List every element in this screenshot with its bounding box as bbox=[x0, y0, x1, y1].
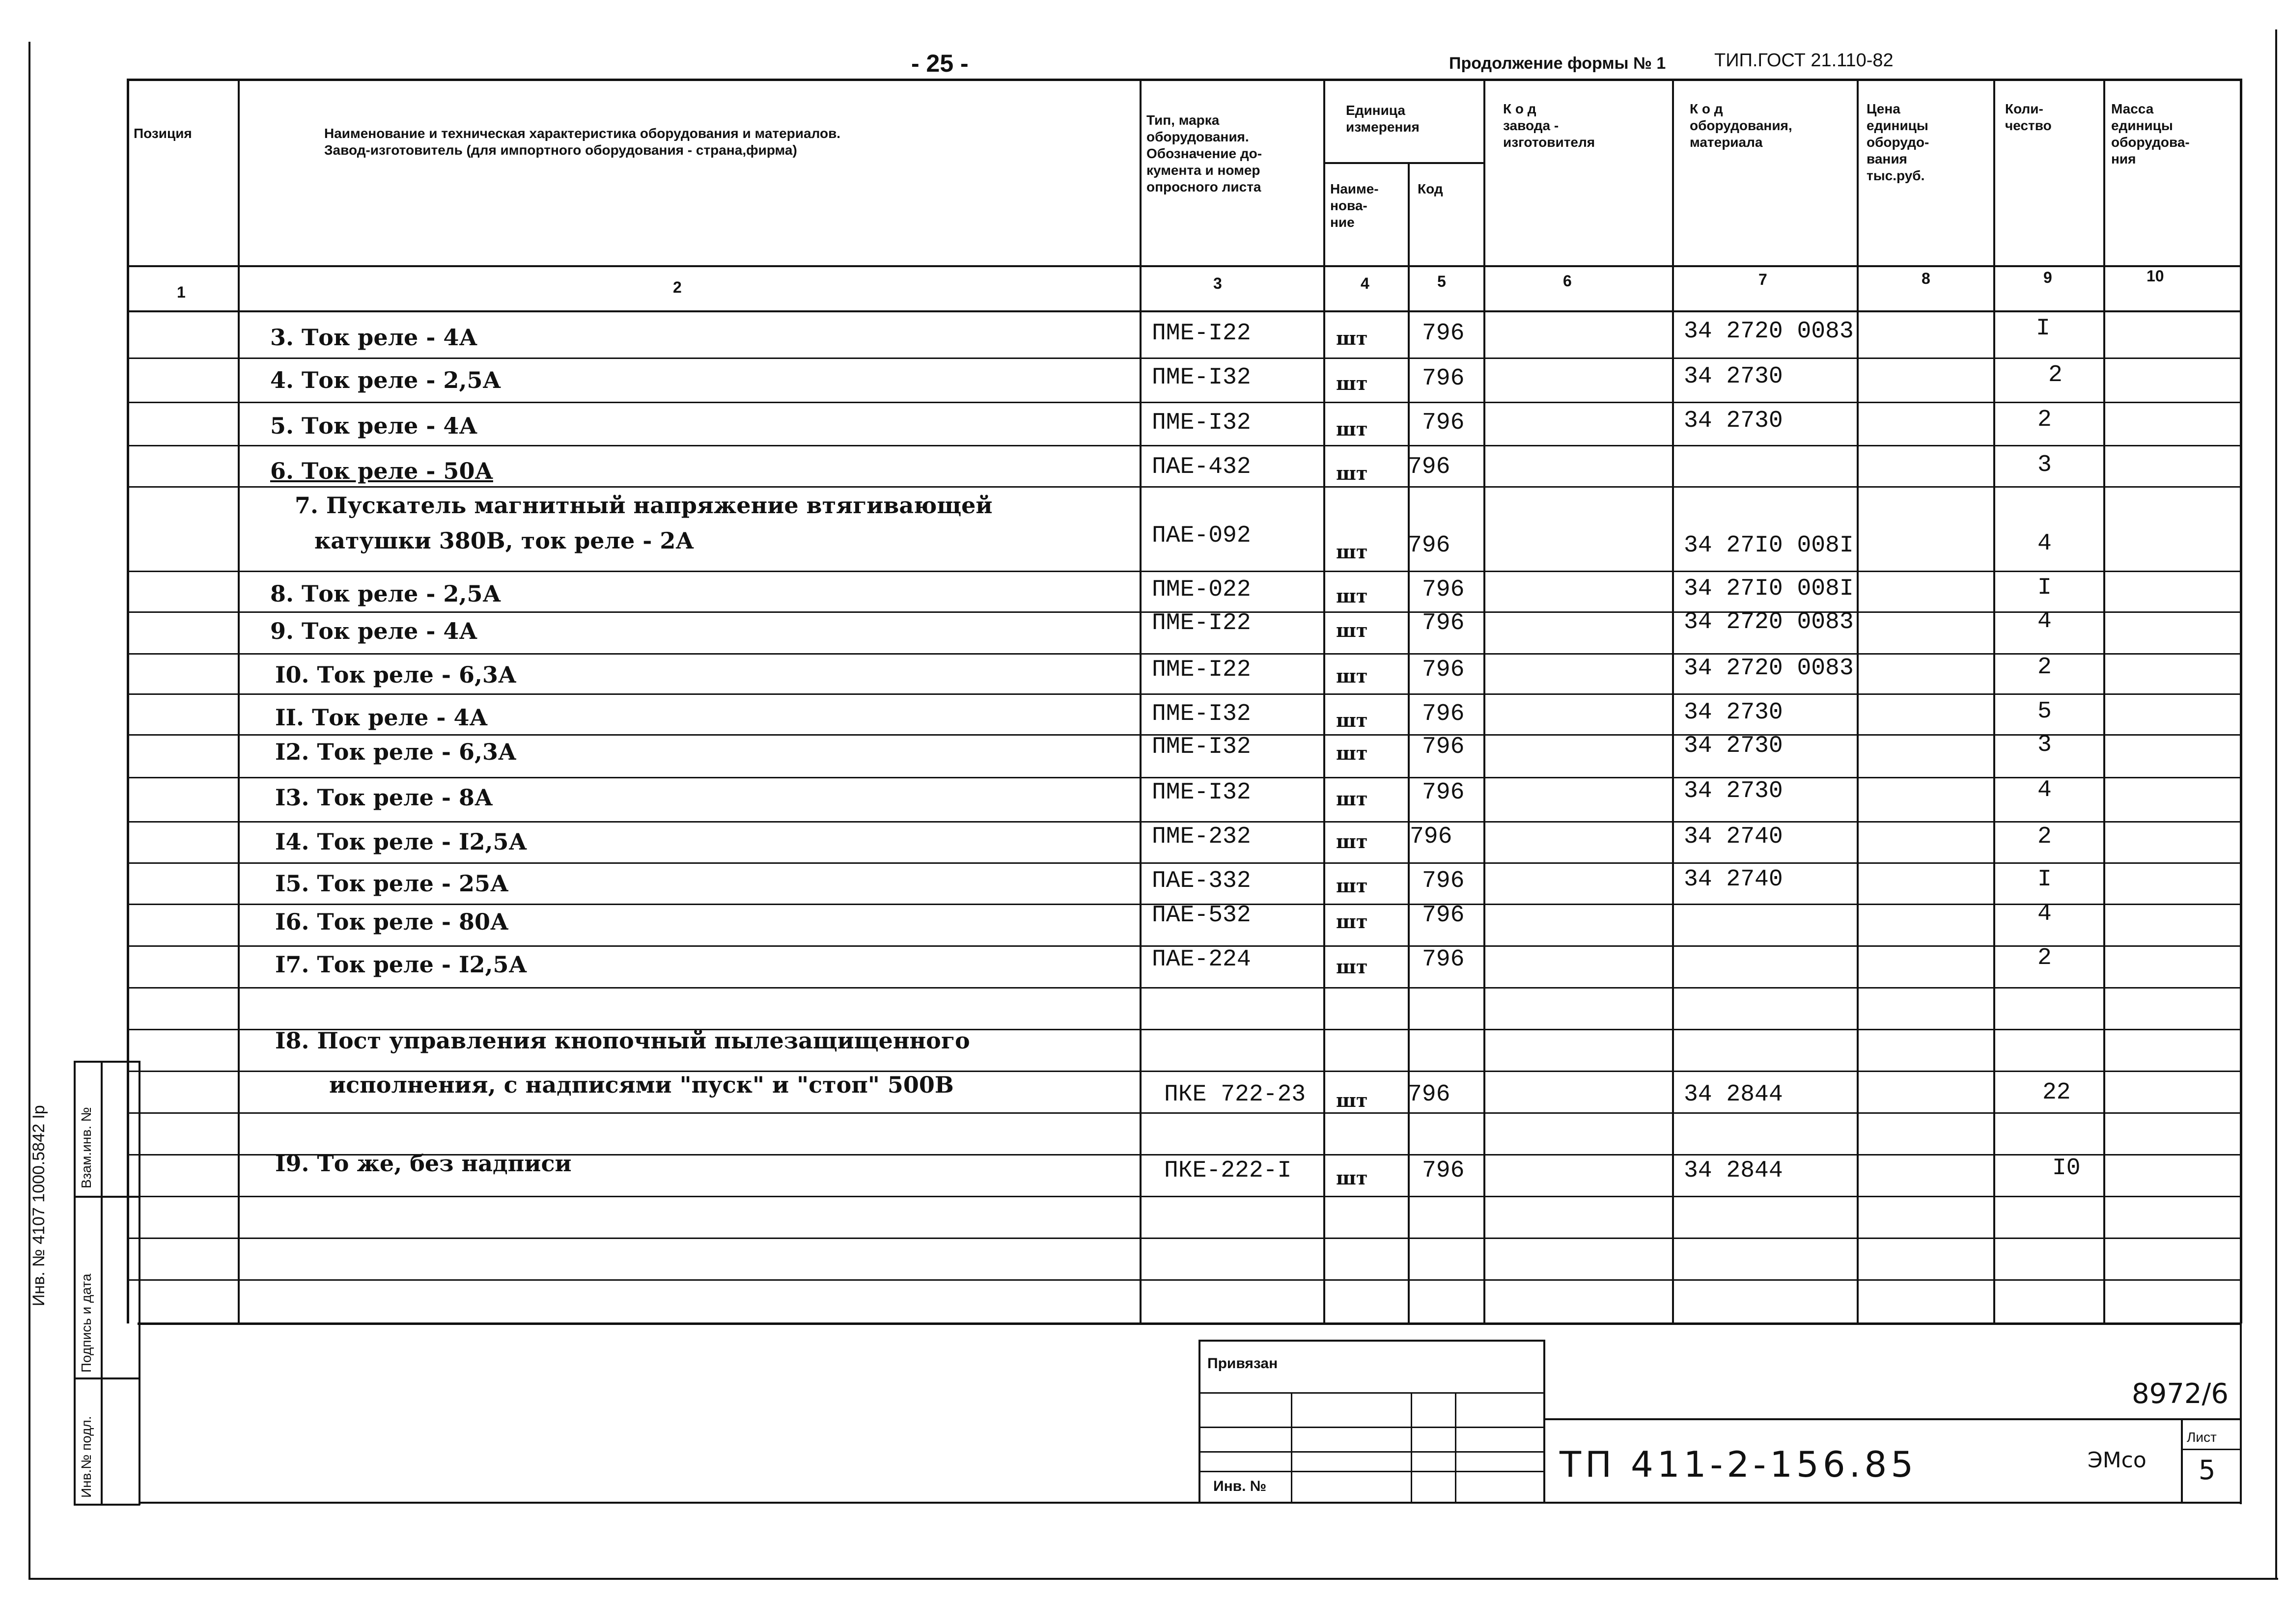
row-unit: шт bbox=[1336, 788, 1368, 810]
row-quantity: I bbox=[2036, 315, 2050, 342]
row-unit-code: 796 bbox=[1408, 454, 1450, 480]
colnum-7: 7 bbox=[1758, 271, 1767, 288]
row-line bbox=[127, 653, 2242, 655]
doc-number: 8972/6 bbox=[2132, 1378, 2229, 1410]
row-line bbox=[127, 1238, 2242, 1239]
row-type: ПАЕ-432 bbox=[1152, 454, 1251, 480]
colnum-4: 4 bbox=[1361, 275, 1369, 292]
header-plant-code: К о д завода - изготовителя bbox=[1503, 101, 1595, 150]
row-type: ПАЕ-092 bbox=[1152, 523, 1251, 549]
row-equipment-code: 34 2730 bbox=[1684, 699, 1783, 726]
row-quantity: 2 bbox=[2037, 654, 2052, 681]
row-unit-code: 796 bbox=[1422, 320, 1465, 347]
side-stamp-sep bbox=[74, 1377, 140, 1379]
row-type: ПАЕ-332 bbox=[1152, 868, 1251, 894]
colnum-5: 5 bbox=[1437, 273, 1446, 290]
row-quantity: 2 bbox=[2037, 407, 2052, 433]
bound-box-row bbox=[1199, 1471, 1545, 1472]
row-quantity: 3 bbox=[2037, 732, 2052, 758]
header-mass: Масса единицы оборудова- ния bbox=[2111, 101, 2190, 166]
row-quantity: 4 bbox=[2037, 530, 2052, 557]
header-bottom-line bbox=[127, 265, 2242, 267]
left-frame-line bbox=[28, 42, 30, 1579]
row-unit: шт bbox=[1336, 619, 1368, 641]
row-line bbox=[127, 445, 2242, 446]
row-unit: шт bbox=[1336, 875, 1368, 897]
row-unit: шт bbox=[1336, 327, 1368, 349]
row-type: ПМЕ-I32 bbox=[1152, 734, 1251, 760]
row-name: I0. Ток реле - 6,3А bbox=[275, 661, 517, 688]
header-unit-code: Код bbox=[1418, 181, 1443, 196]
bound-box-col bbox=[1411, 1392, 1412, 1503]
row-line bbox=[127, 693, 2242, 695]
bound-box-col bbox=[1455, 1392, 1456, 1503]
row-line bbox=[127, 1279, 2242, 1281]
bound-box-top bbox=[1199, 1340, 1545, 1342]
row-type: ПКЕ-222-I bbox=[1164, 1157, 1292, 1184]
header-type: Тип, марка оборудования. Обозначение до- кумента и номер опросного листа bbox=[1146, 112, 1262, 194]
row-name: I5. Ток реле - 25А bbox=[275, 870, 509, 897]
inventory-number-handwritten: Инв. № 4107 1000.5842 Iр bbox=[29, 1105, 48, 1306]
stamp-label-original-inv: Инв.№ подл. bbox=[79, 1416, 94, 1498]
row-name: 8. Ток реле - 2,5А bbox=[270, 580, 501, 607]
bottom-frame-line bbox=[28, 1578, 2278, 1580]
row-equipment-code: 34 2740 bbox=[1684, 866, 1783, 893]
header-position: Позиция bbox=[134, 126, 192, 141]
side-stamp-bottom bbox=[74, 1504, 140, 1506]
project-number: ТП 411-2-156.85 bbox=[1560, 1444, 1918, 1485]
row-name: I9. То же, без надписи bbox=[275, 1150, 572, 1177]
row-name: I2. Ток реле - 6,3А bbox=[275, 739, 517, 765]
row-quantity: 22 bbox=[2042, 1079, 2071, 1106]
row-equipment-code: 34 2844 bbox=[1684, 1081, 1783, 1108]
row-equipment-code: 34 2730 bbox=[1684, 408, 1783, 434]
colnum-10: 10 bbox=[2147, 267, 2164, 285]
row-quantity: 4 bbox=[2037, 608, 2052, 634]
side-stamp-sep bbox=[74, 1196, 140, 1198]
row-unit: шт bbox=[1336, 910, 1368, 933]
column-number-line bbox=[127, 310, 2242, 312]
row-name: I7. Ток реле - I2,5А bbox=[275, 951, 527, 978]
col-sep-8 bbox=[1993, 79, 1995, 1323]
title-block-left bbox=[139, 1322, 140, 1504]
row-type: ПМЕ-I22 bbox=[1152, 610, 1251, 636]
row-quantity: 4 bbox=[2037, 777, 2052, 803]
bound-box-left bbox=[1199, 1340, 1200, 1503]
col-sep-9 bbox=[2103, 79, 2105, 1323]
col-sep-6 bbox=[1672, 79, 1674, 1323]
stamp-label-signature-date: Подпись и дата bbox=[79, 1273, 94, 1373]
row-unit-code: 796 bbox=[1422, 701, 1465, 727]
colnum-6: 6 bbox=[1563, 272, 1572, 290]
bound-box-row bbox=[1199, 1427, 1545, 1428]
row-name: I3. Ток реле - 8А bbox=[275, 784, 493, 811]
row-unit-code: 796 bbox=[1422, 734, 1465, 760]
row-name: исполнения, с надписями "пуск" и "стоп" 500В bbox=[329, 1072, 954, 1098]
row-name: II. Ток реле - 4А bbox=[275, 704, 488, 731]
row-quantity: 2 bbox=[2037, 824, 2052, 850]
row-quantity: 2 bbox=[2048, 362, 2063, 388]
colnum-8: 8 bbox=[1922, 270, 1930, 287]
row-unit-code: 796 bbox=[1422, 410, 1465, 436]
col-sep-5 bbox=[1483, 79, 1485, 1323]
row-unit: шт bbox=[1336, 418, 1368, 440]
row-equipment-code: 34 2730 bbox=[1684, 778, 1783, 804]
header-price: Цена единицы оборудо- вания тыс.руб. bbox=[1867, 101, 1929, 183]
col-sep-7 bbox=[1857, 79, 1859, 1323]
continuation-label: Продолжение формы № 1 bbox=[1449, 54, 1666, 73]
colnum-2: 2 bbox=[673, 278, 682, 296]
row-unit-code: 796 bbox=[1408, 532, 1450, 559]
row-line bbox=[127, 1196, 2242, 1197]
row-line bbox=[127, 862, 2242, 864]
row-type: ПМЕ-I32 bbox=[1152, 779, 1251, 806]
row-unit: шт bbox=[1336, 1167, 1368, 1189]
col-sep-2 bbox=[1140, 79, 1142, 1323]
sheet-label: Лист bbox=[2187, 1430, 2217, 1445]
row-line bbox=[127, 1112, 2242, 1114]
row-type: ПАЕ-224 bbox=[1152, 946, 1251, 973]
inventory-label: Инв. № bbox=[1213, 1478, 1267, 1494]
sheet-box-mid bbox=[2181, 1449, 2242, 1450]
row-unit-code: 796 bbox=[1422, 610, 1465, 636]
row-unit: шт bbox=[1336, 709, 1368, 731]
row-name: 9. Ток реле - 4А bbox=[270, 618, 477, 644]
row-unit: шт bbox=[1336, 541, 1368, 563]
bound-label: Привязан bbox=[1207, 1355, 1278, 1372]
row-name: 5. Ток реле - 4А bbox=[270, 413, 477, 439]
standard-label: ТИП.ГОСТ 21.110-82 bbox=[1714, 50, 1894, 71]
row-unit-code: 796 bbox=[1410, 824, 1452, 850]
title-block-bottom bbox=[139, 1502, 2242, 1504]
row-unit-code: 796 bbox=[1422, 779, 1465, 806]
row-unit: шт bbox=[1336, 665, 1368, 687]
page-number: - 25 - bbox=[911, 50, 969, 77]
bound-box-row bbox=[1199, 1392, 1545, 1394]
row-unit: шт bbox=[1336, 956, 1368, 978]
row-unit-code: 796 bbox=[1422, 902, 1465, 929]
row-equipment-code: 34 2730 bbox=[1684, 363, 1783, 390]
colnum-1: 1 bbox=[177, 283, 186, 301]
row-quantity: I bbox=[2037, 866, 2052, 893]
row-unit-code: 796 bbox=[1422, 946, 1465, 973]
row-type: ПМЕ-I32 bbox=[1152, 364, 1251, 391]
row-name: I6. Ток реле - 80А bbox=[275, 908, 509, 935]
row-name: I4. Ток реле - I2,5А bbox=[275, 828, 527, 855]
row-name: 7. Пускатель магнитный напряжение втягивающей bbox=[295, 492, 993, 519]
side-stamp-top bbox=[74, 1061, 140, 1063]
row-equipment-code: 34 2720 0083 bbox=[1684, 318, 1854, 345]
row-name: 6. Ток реле - 50А bbox=[270, 458, 493, 484]
row-unit-code: 796 bbox=[1422, 1157, 1465, 1184]
header-equipment-code: К о д оборудования, материала bbox=[1690, 101, 1792, 150]
row-equipment-code: 34 27I0 008I bbox=[1684, 532, 1854, 559]
row-name: 4. Ток реле - 2,5А bbox=[270, 367, 501, 393]
row-type: ПМЕ-232 bbox=[1152, 824, 1251, 850]
row-quantity: 5 bbox=[2037, 698, 2052, 725]
section-code: ЭМсо bbox=[2088, 1448, 2147, 1473]
bound-box-col bbox=[1291, 1392, 1292, 1503]
bound-box-right bbox=[1543, 1340, 1545, 1503]
row-quantity: 4 bbox=[2037, 901, 2052, 927]
side-stamp-mid bbox=[101, 1061, 103, 1505]
colnum-3: 3 bbox=[1213, 275, 1222, 292]
row-unit: шт bbox=[1336, 462, 1368, 484]
row-line bbox=[127, 402, 2242, 403]
row-unit: шт bbox=[1336, 585, 1368, 607]
row-equipment-code: 34 2730 bbox=[1684, 733, 1783, 759]
row-type: ПАЕ-532 bbox=[1152, 902, 1251, 929]
row-unit-code: 796 bbox=[1408, 1081, 1450, 1108]
row-quantity: 2 bbox=[2037, 945, 2052, 971]
row-unit: шт bbox=[1336, 372, 1368, 394]
col-sep-3 bbox=[1323, 79, 1325, 1323]
table-top-border bbox=[127, 79, 2242, 81]
row-unit-code: 796 bbox=[1422, 365, 1465, 392]
doc-title-top bbox=[1543, 1418, 2242, 1420]
row-unit: шт bbox=[1336, 830, 1368, 853]
row-type: ПМЕ-I32 bbox=[1152, 410, 1251, 436]
col-sep-4 bbox=[1408, 162, 1410, 1323]
bound-box-row bbox=[1199, 1451, 1545, 1453]
colnum-9: 9 bbox=[2043, 269, 2052, 286]
row-name: I8. Пост управления кнопочный пылезащищенного bbox=[275, 1027, 970, 1054]
row-line bbox=[127, 486, 2242, 488]
row-unit-code: 796 bbox=[1422, 868, 1465, 894]
sheet-box-left bbox=[2181, 1418, 2183, 1503]
row-type: ПМЕ-I32 bbox=[1152, 701, 1251, 727]
row-line bbox=[127, 358, 2242, 359]
row-quantity: 3 bbox=[2037, 452, 2052, 478]
row-quantity: I0 bbox=[2052, 1155, 2081, 1182]
row-type: ПМЕ-022 bbox=[1152, 577, 1251, 603]
row-equipment-code: 34 2844 bbox=[1684, 1157, 1783, 1184]
row-unit: шт bbox=[1336, 742, 1368, 764]
row-unit-code: 796 bbox=[1422, 657, 1465, 683]
header-quantity: Коли- чество bbox=[2005, 101, 2052, 133]
row-equipment-code: 34 2720 0083 bbox=[1684, 655, 1854, 682]
stamp-label-replaced-inv: Взам.инв. № bbox=[79, 1107, 94, 1188]
row-type: ПМЕ-I22 bbox=[1152, 657, 1251, 683]
row-name: катушки 380В, ток реле - 2А bbox=[314, 527, 694, 554]
unit-subheader-line bbox=[1323, 162, 1485, 164]
header-unit: Единица измерения bbox=[1346, 103, 1420, 135]
row-unit: шт bbox=[1336, 1089, 1368, 1111]
row-unit-code: 796 bbox=[1422, 577, 1465, 603]
col-sep-1 bbox=[238, 79, 240, 1323]
header-name: Наименование и техническая характеристика оборудования и материалов. Завод-изготовитель (для импортного оборудования - страна,фирма) bbox=[324, 126, 841, 158]
side-stamp-left bbox=[74, 1061, 76, 1505]
table-bottom-border bbox=[138, 1322, 2242, 1325]
right-frame-line bbox=[2275, 29, 2277, 1580]
row-equipment-code: 34 27I0 008I bbox=[1684, 576, 1854, 602]
row-line bbox=[127, 571, 2242, 572]
row-type: ПМЕ-I22 bbox=[1152, 320, 1251, 347]
row-equipment-code: 34 2740 bbox=[1684, 824, 1783, 850]
row-quantity: I bbox=[2037, 575, 2052, 601]
row-name: 3. Ток реле - 4А bbox=[270, 324, 477, 351]
row-type: ПКЕ 722-23 bbox=[1164, 1081, 1306, 1108]
header-unit-name: Наиме- нова- ние bbox=[1330, 181, 1379, 230]
row-equipment-code: 34 2720 0083 bbox=[1684, 609, 1854, 635]
row-line bbox=[127, 987, 2242, 989]
title-block-right bbox=[2240, 1322, 2242, 1504]
sheet-number: 5 bbox=[2199, 1455, 2216, 1486]
